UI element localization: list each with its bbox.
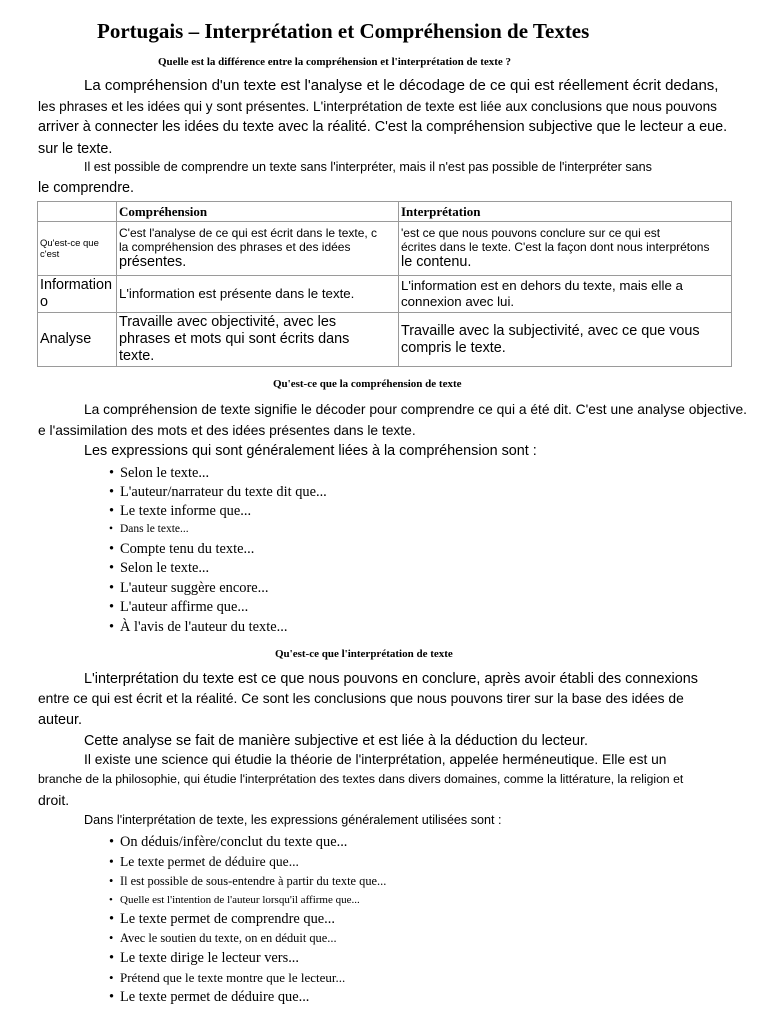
cell-interpretation: [399, 313, 732, 367]
cell-line: L'information est en dehors du texte, mais elle a: [401, 278, 683, 293]
cell-line: connexion avec lui.: [401, 294, 515, 309]
list-item: [109, 465, 209, 482]
interpretation-paragraph-line: entre ce qui est écrit et la réalité. Ce sont les conclusions que nous pouvons tirer sur la base des idées de: [38, 691, 684, 706]
page-title: Portugais – Interprétation et Compréhension de Textes: [97, 19, 590, 43]
cell-line: texte.: [119, 348, 155, 364]
table-row: [38, 222, 732, 276]
list-item-text: Quelle est l'intention de l'auteur lorsqu'il affirme que...: [120, 894, 360, 906]
comparison-table: [37, 201, 732, 367]
cell-line: C'est l'analyse de ce qui est écrit dans le texte, c: [119, 226, 378, 240]
row-label-line: o: [40, 294, 49, 310]
list-item-text: L'auteur/narrateur du texte dit que...: [120, 484, 327, 500]
list-item-text: Il est possible de sous-entendre à partir du texte que...: [120, 874, 387, 888]
list-item-text: L'auteur affirme que...: [120, 599, 249, 615]
list-item-text: Le texte permet de comprendre que...: [120, 911, 335, 927]
interpretation-paragraph-line: Il existe une science qui étudie la théorie de l'interprétation, appelée herméneutique. Elle est un: [84, 752, 667, 767]
table-row: [38, 313, 732, 367]
list-item-text: Prétend que le texte montre que le lecteur...: [120, 970, 346, 985]
bullet-icon: •: [109, 931, 114, 945]
bullet-icon: •: [109, 523, 114, 535]
list-item: [109, 484, 327, 501]
cell-line: compris le texte.: [401, 339, 506, 356]
bullet-icon: •: [109, 560, 115, 576]
bullet-icon: •: [109, 580, 115, 596]
list-item: [109, 503, 251, 520]
list-item-text: Avec le soutien du texte, on en déduit que...: [120, 931, 337, 945]
bullet-icon: •: [109, 465, 115, 481]
bullet-icon: •: [109, 874, 114, 888]
cell-line: la compréhension des phrases et des idées: [119, 240, 351, 254]
comprehension-expressions-intro: Les expressions qui sont généralement liées à la compréhension sont :: [84, 443, 537, 459]
section-heading-comprehension: Qu'est-ce que la compréhension de texte: [273, 378, 462, 390]
list-item-text: Selon le texte...: [120, 465, 210, 481]
bullet-icon: •: [109, 599, 115, 615]
table-header-comprehension: Compréhension: [117, 202, 399, 222]
cell-interpretation: [399, 222, 732, 276]
bullet-icon: •: [109, 970, 114, 985]
section-heading-interpretation: Qu'est-ce que l'interprétation de texte: [275, 648, 453, 660]
bullet-icon: •: [109, 541, 115, 557]
list-item-text: Le texte permet de déduire que...: [120, 854, 299, 869]
list-item: [109, 580, 268, 597]
cell-interpretation: [399, 276, 732, 313]
list-item: [109, 931, 337, 946]
intro-paragraph-line: sur le texte.: [38, 141, 113, 157]
list-item: [109, 874, 386, 889]
list-item-text: Le texte informe que...: [120, 503, 252, 519]
list-item: [109, 560, 209, 577]
list-item-text: Compte tenu du texte...: [120, 541, 255, 557]
list-item-text: Le texte permet de déduire que...: [120, 989, 310, 1005]
list-item: [109, 541, 254, 558]
row-label-what: Qu'est-ce que c'est: [38, 222, 117, 276]
intro-paragraph-line: les phrases et les idées qui y sont présentes. L'interprétation de texte est liée aux conclusions que nous pouvons: [38, 99, 717, 114]
cell-comprehension: [117, 222, 399, 276]
list-item-text: L'auteur suggère encore...: [120, 580, 269, 596]
list-item-text: À l'avis de l'auteur du texte...: [120, 619, 288, 635]
comprehension-paragraph-line: e l'assimilation des mots et des idées présentes dans le texte.: [38, 423, 416, 438]
interpretation-paragraph-line: Cette analyse se fait de manière subjective et est liée à la déduction du lecteur.: [84, 733, 588, 749]
bullet-icon: •: [109, 989, 115, 1005]
intro-paragraph-line: le comprendre.: [38, 180, 134, 196]
list-item: [109, 911, 335, 928]
table-header-interpretation: Interprétation: [399, 202, 732, 222]
cell-comprehension: L'information est présente dans le texte.: [117, 276, 399, 313]
row-label-analysis: Analyse: [38, 313, 117, 367]
interpretation-paragraph-line: droit.: [38, 792, 70, 808]
row-label-information: [38, 276, 117, 313]
bullet-icon: •: [109, 911, 115, 927]
list-item: [109, 989, 309, 1006]
bullet-icon: •: [109, 894, 113, 906]
interpretation-paragraph-line: auteur.: [38, 712, 83, 728]
list-item: [109, 834, 347, 851]
intro-paragraph-line: La compréhension d'un texte est l'analyse et le décodage de ce qui est réellement écrit dedans,: [84, 77, 719, 94]
bullet-icon: •: [109, 950, 115, 966]
bullet-icon: •: [109, 854, 114, 869]
list-item-text: Le texte dirige le lecteur vers...: [120, 950, 299, 966]
cell-line: écrites dans le texte. C'est la façon dont nous interprétons: [401, 240, 710, 254]
bullet-icon: •: [109, 834, 115, 850]
comprehension-paragraph-line: La compréhension de texte signifie le décoder pour comprendre ce qui a été dit. C'est une analyse objective.: [84, 402, 747, 417]
cell-line: le contenu.: [401, 254, 472, 270]
list-item: [109, 854, 299, 870]
interpretation-paragraph-line: branche de la philosophie, qui étudie l'interprétation des textes dans divers domaines, comme la littérature, la religion et: [38, 772, 684, 786]
list-item-text: On déduis/infère/conclut du texte que...: [120, 834, 348, 850]
list-item: [109, 619, 287, 636]
list-item: [109, 970, 345, 986]
table-header-row: [38, 202, 732, 222]
interpretation-expressions-intro: Dans l'interprétation de texte, les expressions généralement utilisées sont :: [84, 813, 502, 827]
cell-line: Travaille avec objectivité, avec les: [119, 314, 337, 330]
cell-line: Travaille avec la subjectivité, avec ce que vous: [401, 322, 700, 339]
intro-paragraph-line: arriver à connecter les idées du texte avec la réalité. C'est la compréhension subjective que le lecteur a eue.: [38, 119, 728, 135]
list-item-text: Selon le texte...: [120, 560, 210, 576]
list-item: [109, 523, 189, 535]
row-label-line: Information: [40, 277, 112, 293]
list-item: [109, 894, 360, 906]
table-header-empty: [38, 202, 117, 222]
cell-line: présentes.: [119, 254, 187, 270]
bullet-icon: •: [109, 619, 115, 635]
cell-comprehension: [117, 313, 399, 367]
cell-line: phrases et mots qui sont écrits dans: [119, 331, 350, 347]
interpretation-paragraph-line: L'interprétation du texte est ce que nous pouvons en conclure, après avoir établi des connexions: [84, 671, 698, 687]
page-subtitle: Quelle est la différence entre la compréhension et l'interprétation de texte ?: [158, 56, 512, 68]
bullet-icon: •: [109, 484, 115, 500]
intro-paragraph-line: Il est possible de comprendre un texte sans l'interpréter, mais il n'est pas possible de l'interpréter sans: [84, 160, 652, 174]
list-item: [109, 950, 299, 967]
list-item-text: Dans le texte...: [120, 523, 189, 535]
bullet-icon: •: [109, 503, 115, 519]
cell-line: 'est ce que nous pouvons conclure sur ce qui est: [401, 226, 661, 240]
list-item: [109, 599, 248, 616]
table-row: [38, 276, 732, 313]
